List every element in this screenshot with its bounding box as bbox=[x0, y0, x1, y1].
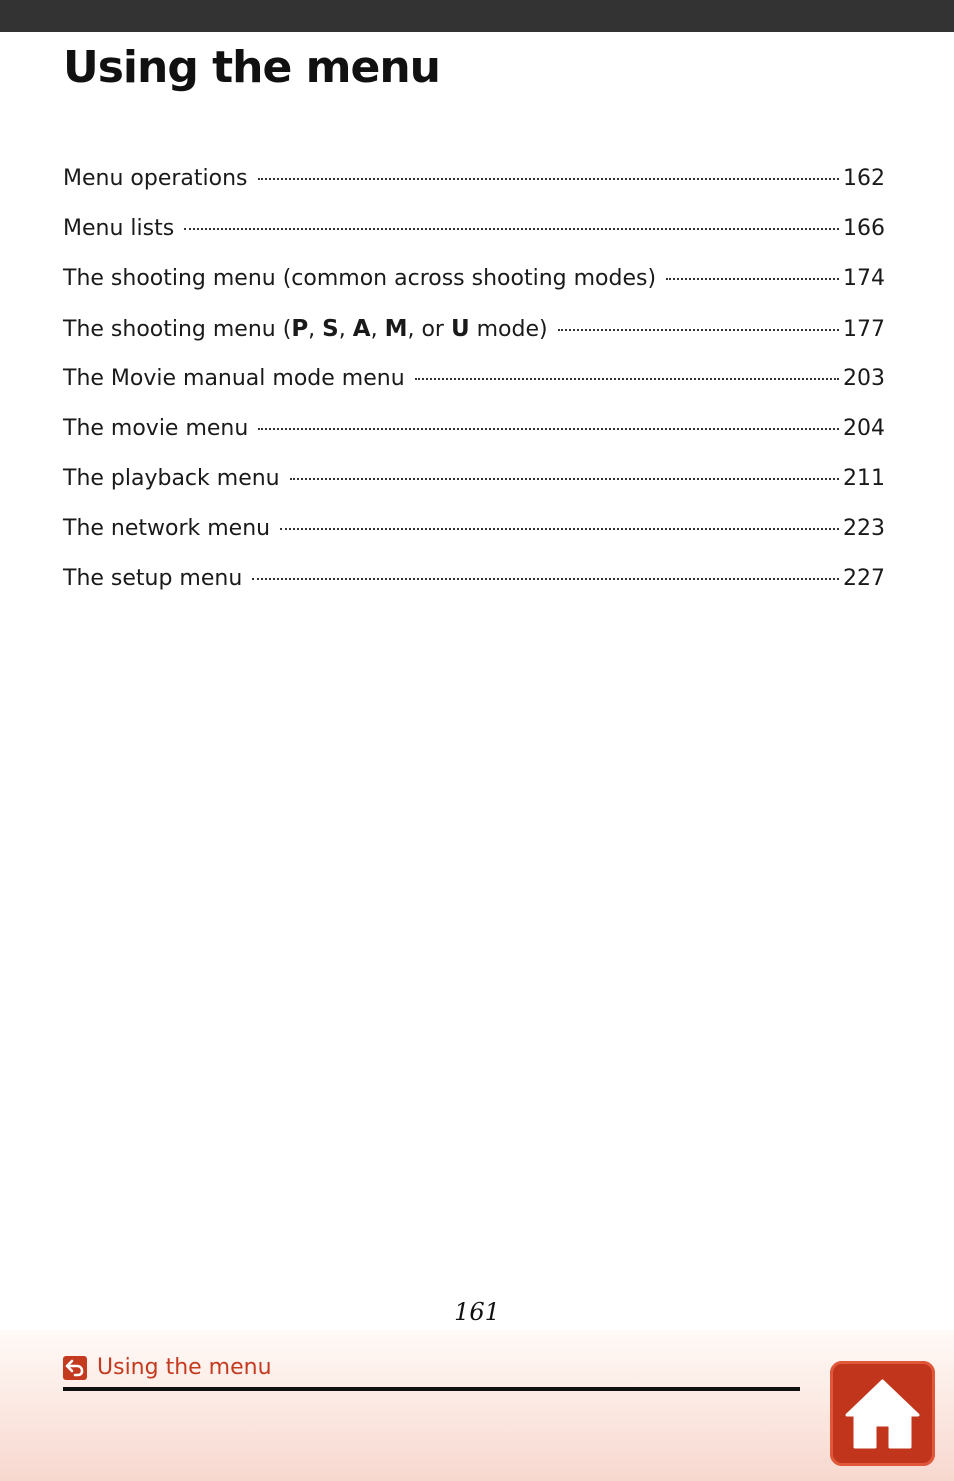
separator: , bbox=[338, 317, 353, 342]
toc-entry-shooting-menu-common[interactable] bbox=[63, 258, 885, 308]
page-number: 161 bbox=[454, 1298, 500, 1326]
dot-leader bbox=[558, 329, 839, 331]
toc-entry-label bbox=[63, 308, 548, 351]
mode-a-icon: A bbox=[352, 316, 371, 342]
toc-entry-page: 162 bbox=[843, 166, 885, 191]
toc-entry-movie-menu[interactable] bbox=[63, 408, 885, 458]
table-of-contents bbox=[63, 158, 885, 608]
dot-leader bbox=[290, 478, 839, 480]
toc-entry-setup-menu[interactable] bbox=[63, 558, 885, 608]
mode-s-icon: S bbox=[322, 316, 339, 342]
toc-entry-page: 174 bbox=[843, 266, 885, 291]
footer-divider bbox=[63, 1387, 800, 1391]
home-button[interactable] bbox=[830, 1361, 935, 1466]
label-prefix: The shooting menu ( bbox=[63, 317, 292, 342]
separator: , bbox=[308, 317, 323, 342]
toc-entry-page: 203 bbox=[843, 366, 885, 391]
dot-leader bbox=[280, 528, 839, 530]
toc-entry-label: The playback menu bbox=[63, 466, 280, 491]
toc-entry-label: Menu operations bbox=[63, 166, 248, 191]
toc-entry-page: 177 bbox=[843, 317, 885, 342]
separator: , or bbox=[407, 317, 451, 342]
mode-m-icon: M bbox=[384, 316, 408, 342]
footer-band bbox=[0, 1330, 954, 1481]
mode-p-icon: P bbox=[291, 316, 309, 342]
return-arrow-icon bbox=[63, 1356, 87, 1380]
home-icon bbox=[830, 1361, 935, 1466]
toc-entry-page: 204 bbox=[843, 416, 885, 441]
dot-leader bbox=[415, 378, 839, 380]
separator: , bbox=[370, 317, 385, 342]
toc-entry-shooting-menu-psamu[interactable] bbox=[63, 308, 885, 358]
toc-entry-label: Menu lists bbox=[63, 216, 175, 241]
mode-u-icon: U bbox=[450, 316, 470, 342]
toc-entry-playback-menu[interactable] bbox=[63, 458, 885, 508]
toc-entry-label: The setup menu bbox=[63, 566, 243, 591]
toc-entry-movie-manual-mode-menu[interactable] bbox=[63, 358, 885, 408]
back-to-section-link[interactable] bbox=[63, 1355, 272, 1380]
toc-entry-menu-lists[interactable] bbox=[63, 208, 885, 258]
toc-entry-label: The shooting menu (common across shooting modes) bbox=[63, 266, 657, 291]
toc-entry-label: The movie menu bbox=[63, 416, 249, 441]
back-link-label: Using the menu bbox=[97, 1355, 272, 1380]
dot-leader bbox=[258, 178, 840, 180]
toc-entry-label: The network menu bbox=[63, 516, 271, 541]
toc-entry-menu-operations[interactable] bbox=[63, 158, 885, 208]
dot-leader bbox=[252, 578, 839, 580]
toc-entry-page: 227 bbox=[843, 566, 885, 591]
toc-entry-page: 166 bbox=[843, 216, 885, 241]
dot-leader bbox=[184, 228, 839, 230]
toc-entry-network-menu[interactable] bbox=[63, 508, 885, 558]
dot-leader bbox=[258, 428, 839, 430]
dot-leader bbox=[666, 278, 839, 280]
top-bar bbox=[0, 0, 954, 32]
toc-entry-label: The Movie manual mode menu bbox=[63, 366, 405, 391]
toc-entry-page: 223 bbox=[843, 516, 885, 541]
page-title: Using the menu bbox=[63, 42, 440, 93]
toc-entry-page: 211 bbox=[843, 466, 885, 491]
label-suffix: mode) bbox=[469, 317, 548, 342]
